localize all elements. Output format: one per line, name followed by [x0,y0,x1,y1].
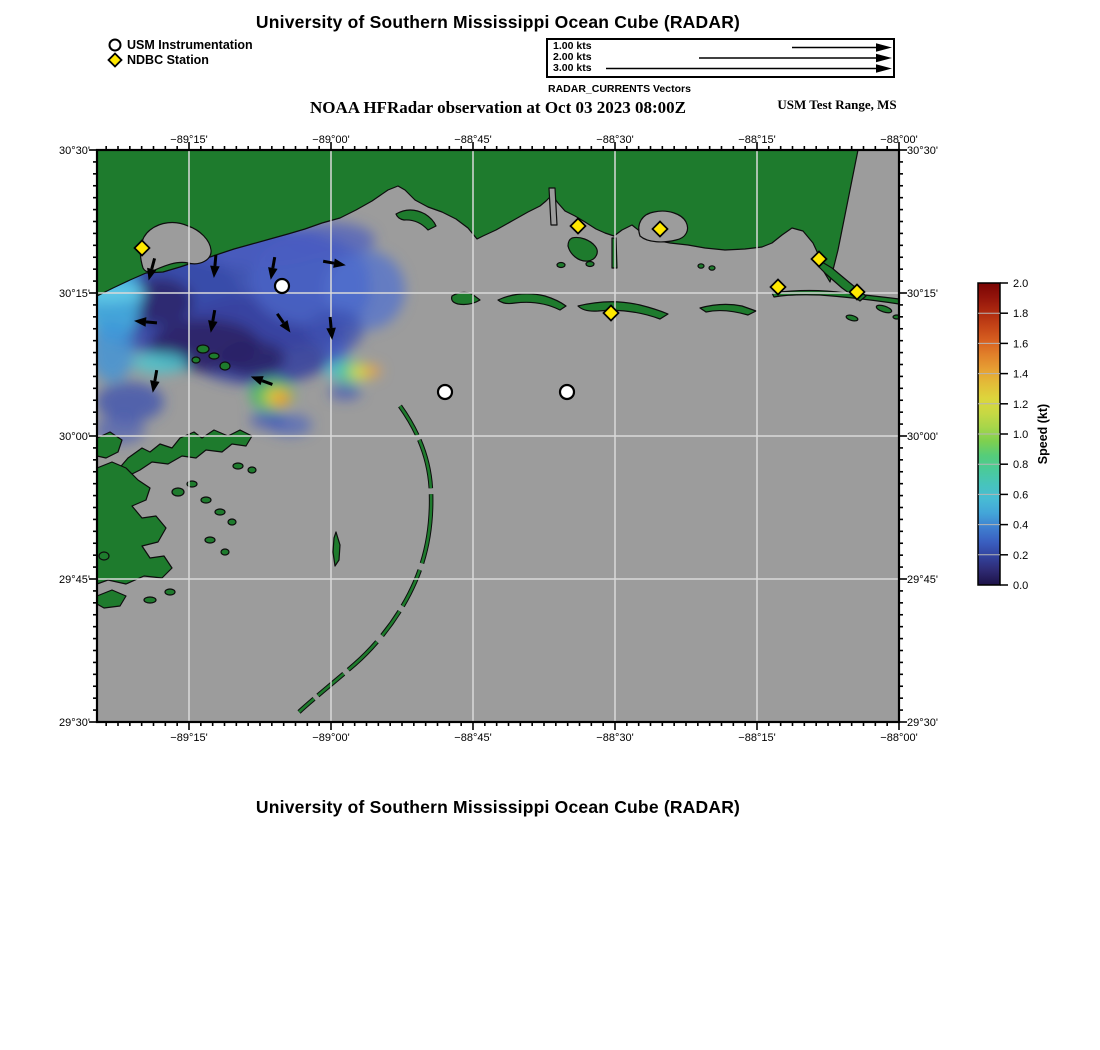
vector-scale-3: 3.00 kts [553,62,592,74]
x-tick-label: −88°15' [738,732,776,744]
y-tick-label: 30°15' [907,288,938,300]
y-tick-label: 30°15' [59,288,90,300]
marsh-island [209,353,219,359]
colorbar-tick-label: 2.0 [1013,278,1029,290]
x-tick-label: −89°15' [170,134,208,146]
speed-patch [325,342,349,362]
y-tick-label: 29°45' [59,574,90,586]
marsh-island [248,467,256,473]
marsh-island [172,488,184,496]
marsh-island [197,345,209,353]
x-tick-label: −88°30' [596,732,634,744]
legend-usm-row [107,37,253,52]
colorbar-tick-label: 0.6 [1013,489,1029,502]
marsh-island [165,589,175,595]
x-tick-label: −89°00' [312,732,350,744]
marsh-island [205,537,215,543]
speed-patch [221,340,285,376]
colorbar-tick-label: 0.2 [1013,549,1029,562]
x-tick-label: −88°00' [880,134,918,146]
colorbar-tick-label: 0.0 [1013,580,1029,592]
marsh-island [144,597,156,603]
marsh-island [228,519,236,525]
island [557,263,565,268]
y-axis-labels-right [907,145,938,729]
usm-instrumentation-marker [275,279,289,293]
colorbar-title: Speed (kt) [1036,403,1050,465]
y-tick-label: 30°00' [59,431,90,443]
marsh-island [220,362,230,370]
ndbc-station-icon [107,52,123,68]
vector-scale-box [546,38,895,78]
x-tick-label: −88°45' [454,134,492,146]
map-legend [107,37,253,67]
speed-patch [272,392,290,406]
colorbar-tick-label: 1.2 [1013,398,1029,411]
colorbar-tick-label: 0.4 [1013,519,1029,532]
colorbar-tick-label: 1.6 [1013,338,1029,351]
legend-ndbc-label: NDBC Station [127,52,209,67]
vector-scale-2: 2.00 kts [553,51,592,63]
usm-instrumentation-marker [438,385,452,399]
vector-scale-1: 1.00 kts [553,40,592,52]
marsh-island [215,509,225,515]
usm-instrumentation-icon [107,37,123,53]
colorbar [978,278,1050,592]
legend-ndbc-row [107,52,253,67]
marsh-island [192,357,200,363]
usm-instrumentation-marker [560,385,574,399]
observation-subtitle: NOAA HFRadar observation at Oct 03 2023 08:00Z [309,98,687,117]
river-inlet [549,188,557,225]
speed-patch [132,352,188,374]
island [698,264,704,268]
test-range-label: USM Test Range, MS [777,97,897,112]
y-tick-label: 30°00' [907,431,938,443]
island [586,262,594,267]
x-tick-label: −88°30' [596,134,634,146]
colorbar-tick-label: 0.8 [1013,459,1029,472]
x-tick-label: −89°00' [312,134,350,146]
marsh-island [201,497,211,503]
colorbar-tick-label: 1.4 [1013,368,1029,381]
y-tick-label: 29°45' [907,574,938,586]
x-tick-label: −89°15' [170,732,208,744]
x-tick-label: −88°15' [738,134,776,146]
y-axis-labels-left [59,145,90,729]
x-tick-label: −88°00' [880,732,918,744]
y-tick-label: 30°30' [907,145,938,157]
speed-patch [250,411,286,429]
vector-scale-arrows [548,40,893,76]
x-axis-labels-bottom [170,732,917,744]
speed-patch [329,384,361,400]
figure-title-top: University of Southern Mississippi Ocean Cube (RADAR) [255,12,741,32]
marsh-island [233,463,243,469]
y-tick-label: 30°30' [59,145,90,157]
colorbar-tick-label: 1.8 [1013,308,1029,321]
y-tick-label: 29°30' [59,717,90,729]
marsh-island [99,552,109,560]
figure-title-bottom: University of Southern Mississippi Ocean Cube (RADAR) [255,797,741,817]
marsh-island [221,549,229,555]
speed-patch [363,365,381,377]
legend-usm-label: USM Instrumentation [127,37,253,52]
x-tick-label: −88°45' [454,732,492,744]
vector-scale-caption: RADAR_CURRENTS Vectors [548,83,691,95]
x-axis-labels-top [170,134,917,146]
y-tick-label: 29°30' [907,717,938,729]
island [709,266,715,270]
colorbar-tick-label: 1.0 [1013,429,1029,441]
